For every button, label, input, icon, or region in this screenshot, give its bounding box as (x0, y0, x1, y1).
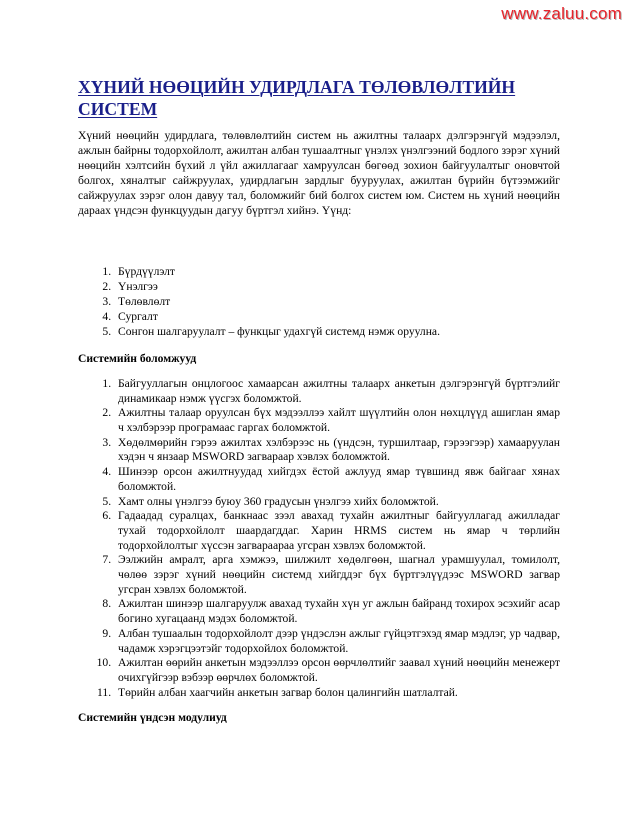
site-watermark: www.zaluu.com (501, 4, 622, 23)
list-item: 4. Шинээр орсон ажилтнуудад хийгдэх ёстой ажлууд ямар түвшинд явж байгааг хянах боломжтой. (114, 465, 560, 494)
capabilities-list (78, 377, 560, 700)
list-item: 1. Байгууллагын онцлогоос хамаарсан ажилтны талаарх анкетын дэлгэрэнгүй бүртгэлийг динамикаар нэмж үүсгэх боломжтой. (114, 377, 560, 406)
document-title: ХҮНИЙ НӨӨЦИЙН УДИРДЛАГА ТӨЛӨВЛӨЛТИЙН СИСТЕМ (78, 77, 516, 119)
list-item: 6. Гадаадад суралцах, банкнаас зээл авахад тухайн ажилтныг байгууллагад ажилладаг тухай тодорхойлолт шаардагддаг. Харин HRMS систем нь ямар ч төрлийн тодорхойлолтыг хүссэн загвараараа угсран хэвлэх боломжтой. (114, 509, 560, 553)
list-item: 9. Албан тушаалын тодорхойлолт дээр үндэслэн ажлыг гүйцэтгэхэд ямар мэдлэг, ур чадвар, чадамж хэрэгцээтэйг тодорхойлох боломжтой. (114, 627, 560, 656)
list-item: 3. Хөдөлмөрийн гэрээ ажилтах хэлбэрээс нь (үндсэн, туршилтаар, гэрээгээр) хамааруулан хэдэн ч янзаар MSWORD загвараар хэвлэх боломжтой. (114, 436, 560, 465)
document-page (78, 76, 560, 736)
list-item: 3. Төлөвлөлт (114, 295, 560, 310)
list-item: 10. Ажилтан өөрийн анкетын мэдээллээ орсон өөрчлөлтийг заавал хүний нөөцийн менежерт очихгүйгээр вэбээр өөрчлөх боломжтой. (114, 656, 560, 685)
list-item: 4. Сургалт (114, 310, 560, 325)
list-item: 2. Үнэлгээ (114, 280, 560, 295)
list-item: 2. Ажилтны талаар оруулсан бүх мэдээллээ хайлт шүүлтийн олон нөхцлүүд ашиглан ямар ч хэлбэрээр програмаас гаргах боломжтой. (114, 406, 560, 435)
list-item: 5. Сонгон шалгаруулалт – функцыг удахгүй системд нэмж оруулна. (114, 325, 560, 340)
list-item: 8. Ажилтан шинээр шалгаруулж авахад тухайн хүн уг ажлын байранд тохирох эсэхийг асар богино хугацаанд мэдэх боломжтой. (114, 597, 560, 626)
list-item: 5. Хамт олны үнэлгээ буюу 360 градусын үнэлгээ хийх боломжтой. (114, 495, 560, 510)
modules-heading: Системийн үндсэн модулиуд (78, 711, 227, 725)
list-item: 7. Ээлжийн амралт, арга хэмжээ, шилжилт хөдөлгөөн, шагнал урамшуулал, томилолт, чөлөө зэрэг хүний нөөцийн системд хийгддэг бүх бүртгэлүүдээс MSWORD загвар угсран хэвлэх боломжтой. (114, 553, 560, 597)
functions-list (78, 265, 560, 340)
list-item: 1. Бүрдүүлэлт (114, 265, 560, 280)
intro-paragraph: Хүний нөөцийн удирдлага, төлөвлөлтийн систем нь ажилтны талаарх дэлгэрэнгүй мэдээлэл, ажлын байрны тодорхойлолт, ажилтан албан тушаалтныг үнэлэх үнэлгээний бодлого зэрэг хүний нөөцийн хэлтсийн бүхий л үйл ажиллагааг хамруулсан бөгөөд зохион байгуулалтыг оновчтой болгох, хяналтыг сайжруулах, удирдлагын зардлыг бууруулах, ажилтан бүрийн бүтээмжийг сайжруулах зэрэг олон давуу тал, боломжийг бий болгох систем юм. Систем нь хүний нөөцийн дараах үндсэн функцуудын дагуу бүртгэл хийнэ. Үүнд: (78, 129, 560, 217)
list-item: 11. Төрийн албан хаагчийн анкетын загвар болон цалингийн шатлалтай. (114, 686, 560, 701)
capabilities-heading: Системийн боломжууд (78, 351, 197, 365)
